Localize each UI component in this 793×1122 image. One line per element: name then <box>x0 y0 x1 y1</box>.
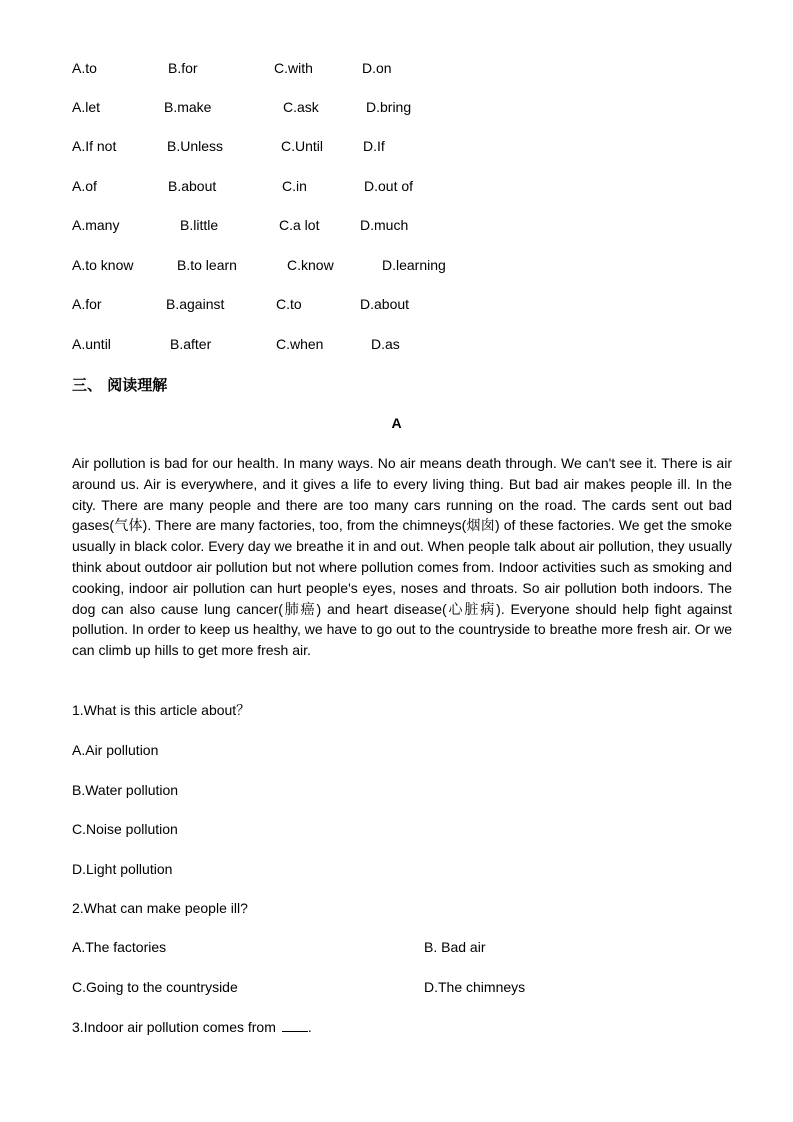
cloze-row <box>0 99 793 117</box>
option-a: A.let <box>72 99 101 115</box>
option-a: A.to <box>72 60 97 76</box>
option-c: C.in <box>282 178 307 194</box>
cloze-row <box>0 138 793 156</box>
option-c: C.know <box>287 257 334 273</box>
q2-option-c: C.Going to the countryside <box>72 979 238 995</box>
option-b: B.make <box>164 99 212 115</box>
cloze-row <box>0 296 793 314</box>
option-d: D.If <box>363 138 385 154</box>
option-b: B.against <box>166 296 225 312</box>
cloze-row <box>0 60 793 78</box>
cloze-row <box>0 217 793 235</box>
option-b: B.little <box>180 217 219 233</box>
q1-option-d: D.Light pollution <box>72 861 173 877</box>
option-a: A.of <box>72 178 97 194</box>
option-d: D.as <box>371 336 400 352</box>
option-a: A.to know <box>72 257 134 273</box>
cloze-row <box>0 178 793 196</box>
q1-option-a: A.Air pollution <box>72 742 159 758</box>
option-c: C.with <box>274 60 313 76</box>
q2-option-d: D.The chimneys <box>424 979 526 995</box>
q1-option-c: C.Noise pollution <box>72 821 178 837</box>
option-d: D.about <box>360 296 410 312</box>
question-3 <box>72 1017 312 1036</box>
q2-option-a: A.The factories <box>72 939 167 955</box>
option-d: D.on <box>362 60 392 76</box>
option-a: A.many <box>72 217 120 233</box>
option-d: D.much <box>360 217 409 233</box>
option-b: B.Unless <box>167 138 224 154</box>
option-a: A.until <box>72 336 111 352</box>
option-c: C.Until <box>281 138 324 154</box>
cloze-row <box>0 257 793 275</box>
option-b: B.after <box>170 336 212 352</box>
option-c: C.when <box>276 336 324 352</box>
option-b: B.to learn <box>177 257 237 273</box>
option-b: B.for <box>168 60 198 76</box>
cloze-row <box>0 336 793 354</box>
q1-option-b: B.Water pollution <box>72 782 179 798</box>
q2-option-b: B. Bad air <box>424 939 486 955</box>
option-d: D.bring <box>366 99 412 115</box>
option-c: C.to <box>276 296 302 312</box>
passage-label: A <box>391 415 402 431</box>
question-3-end: . <box>307 1019 312 1035</box>
reading-passage: Air pollution is bad for our health. In many ways. No air means death through. We can't see it. There is air around us. Air is everywhere, and it gives a life to every living thing. But bad air makes people ill. In the city. There are many people and there are too many cars running on the road. The cards sent out bad gases(气体). There are many factories, too, from the chimneys(烟囱) of these factories. We get the smoke usually in black color. Every day we breathe it in and out. When people talk about air pollution, they usually think about outdoor air pollution but not where pollution comes from. Indoor activities such as smoking and cooking, indoor air pollution can hurt people's eyes, noses and throats. So air pollution both indoors. The dog can also cause lung cancer(肺癌) and heart disease(心脏病). Everyone should help fight against pollution. In order to keep us healthy, we have to go out to the countryside to breathe more fresh air. Or we can climb up hills to get more fresh air. <box>72 455 732 659</box>
option-b: B.about <box>168 178 217 194</box>
option-c: C.a lot <box>279 217 320 233</box>
question-2: 2.What can make people ill? <box>72 900 248 916</box>
option-d: D.learning <box>382 257 446 273</box>
question-3-text: 3.Indoor air pollution comes from <box>72 1019 276 1035</box>
option-a: A.for <box>72 296 102 312</box>
answer-blank <box>282 1017 308 1032</box>
option-c: C.ask <box>283 99 319 115</box>
option-d: D.out of <box>364 178 414 194</box>
question-1: 1.What is this article about？ <box>72 702 251 718</box>
section-title: 三、 阅读理解 <box>72 376 168 394</box>
option-a: A.If not <box>72 138 117 154</box>
